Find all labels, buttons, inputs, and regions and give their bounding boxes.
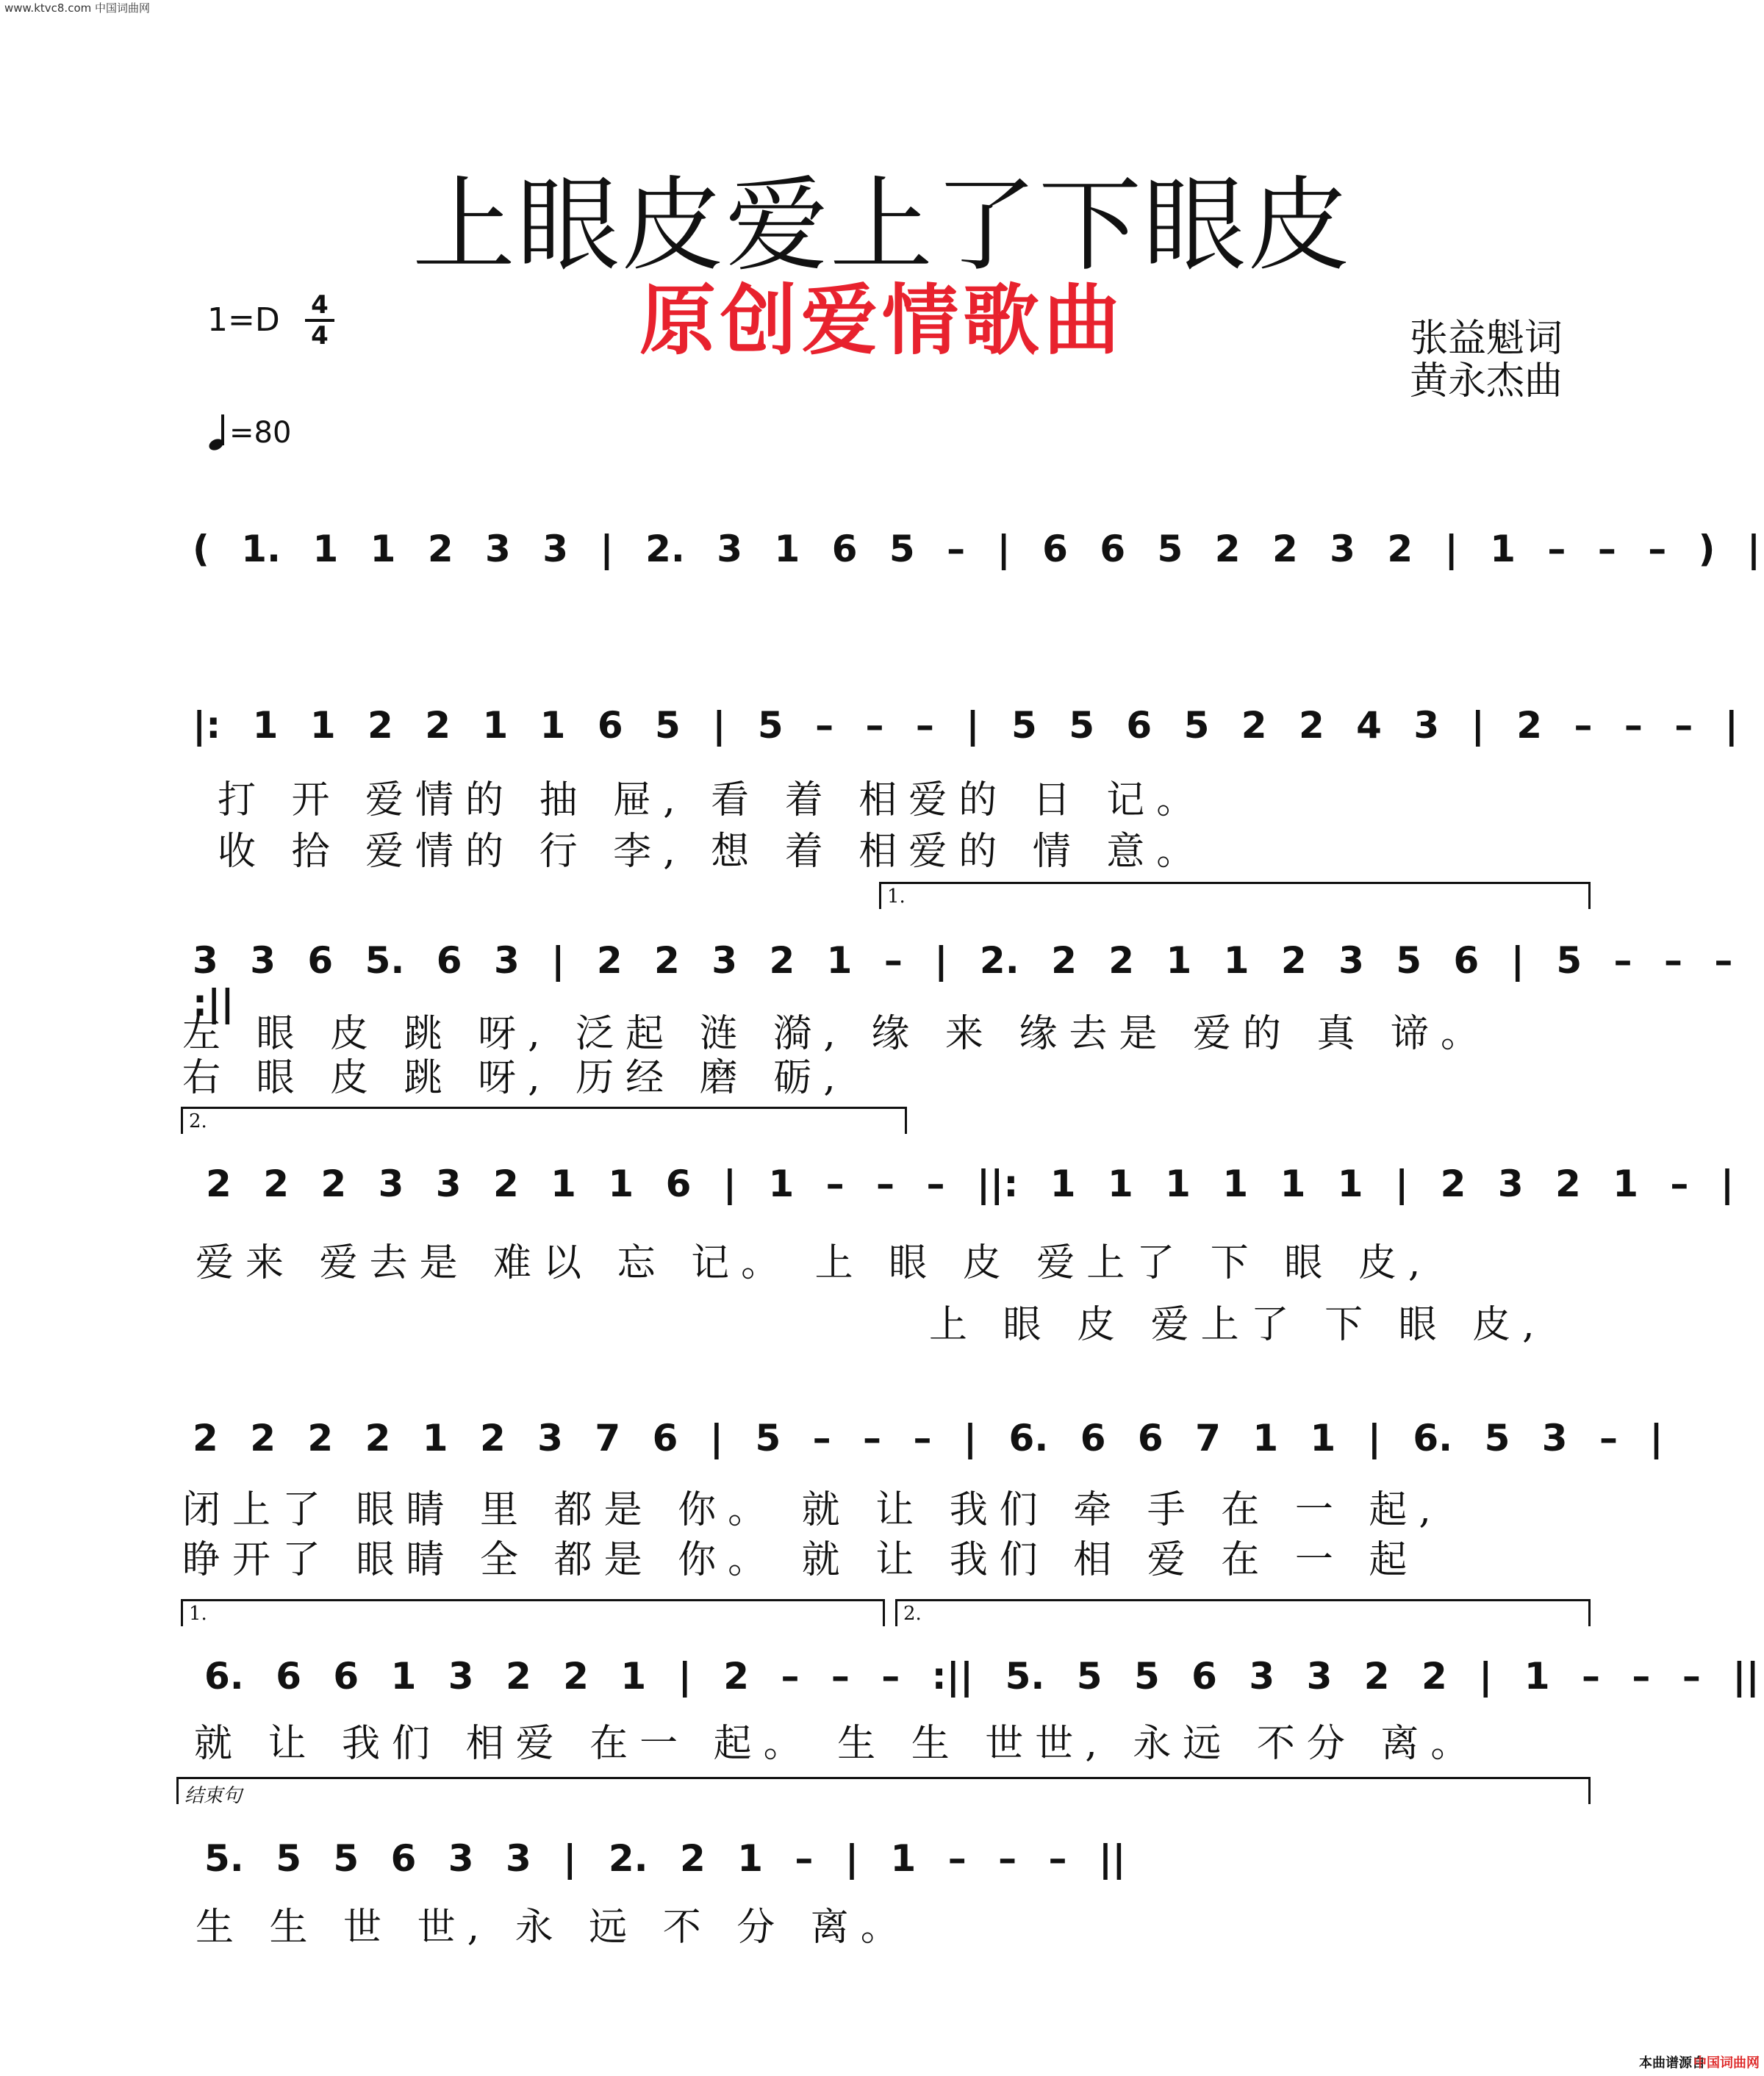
song-subtitle: 原创爱情歌曲	[639, 276, 1125, 365]
notation-line: 5. 5 5 6 3 3 | 2. 2 1 – | 1 – – – ||	[204, 1837, 1126, 1880]
composer: 黄永杰曲	[1410, 359, 1563, 403]
ending-label: 结束句	[184, 1785, 243, 1807]
notation-line: 2 2 2 2 1 2 3 7 6 | 5 – – – | 6. 6 6 7 1 1 | 6. 5 3 – |	[193, 1417, 1663, 1459]
time-signature-bottom: 4	[311, 321, 329, 351]
volta-label: 2.	[903, 1603, 922, 1625]
volta-label: 1.	[189, 1603, 207, 1625]
footer-site-name: 中国词曲网	[1693, 2055, 1760, 2071]
tempo-marking	[207, 416, 291, 450]
lyric-line: 爱来 爱去是 难以 忘 记。 上 眼 皮 爱上了 下 眼 皮,	[196, 1241, 1433, 1285]
lyric-line: 左 眼 皮 跳 呀, 泛起 涟 漪, 缘 来 缘去是 爱的 真 谛。	[182, 1012, 1491, 1056]
notation-line: 6. 6 6 1 3 2 2 1 | 2 – – – :|| 5. 5 5 6 3 3 2 2 | 1 – – – ||	[204, 1655, 1760, 1698]
volta-label: 2.	[189, 1110, 207, 1132]
notation-line: 3 3 6 5. 6 3 | 2 2 3 2 1 – | 2. 2 2 1 1 2 3 5 6 | 5 – – – :||	[193, 939, 1733, 1024]
volta-bracket-1	[879, 882, 1591, 909]
time-signature-top: 4	[311, 290, 329, 320]
tempo-value: =80	[229, 416, 292, 450]
notation-line: |: 1 1 2 2 1 1 6 5 | 5 – – – | 5 5 6 5 2 2 4 3 | 2 – – – |	[193, 704, 1738, 747]
lyric-line: 闭上了 眼睛 里 都是 你。 就 让 我们 牵 手 在 一 起,	[182, 1488, 1443, 1532]
volta-label: 1.	[887, 886, 906, 908]
time-signature	[305, 290, 334, 351]
notation-line: ( 1. 1 1 2 3 3 | 2. 3 1 6 5 – | 6 6 5 2 2 3 2 | 1 – – – ) |	[193, 528, 1761, 570]
lyric-line: 上 眼 皮 爱上了 下 眼 皮,	[929, 1303, 1546, 1347]
lyric-line: 生 生 世 世, 永 远 不 分 离。	[196, 1906, 911, 1950]
lyric-line: 睁开了 眼睛 全 都是 你。 就 让 我们 相 爱 在 一 起	[182, 1538, 1419, 1582]
quarter-note-icon	[207, 417, 229, 450]
ending-bracket	[176, 1777, 1591, 1807]
lyric-line: 就 让 我们 相爱 在一 起。 生 生 世世, 永远 不分 离。	[194, 1722, 1481, 1766]
song-title: 上眼皮爱上了下眼皮	[412, 166, 1352, 286]
key-signature: 1=D	[207, 301, 280, 339]
notation-line: 2 2 2 3 3 2 1 1 6 | 1 – – – ||: 1 1 1 1 1 1 | 2 3 2 1 – |	[206, 1163, 1735, 1205]
site-url: www.ktvc8.com 中国词曲网	[4, 1, 151, 15]
lyricist: 张益魁词	[1410, 317, 1563, 361]
lyric-line: 右 眼 皮 跳 呀, 历经 磨 砺,	[182, 1056, 847, 1100]
footer-source-label: 本曲谱源自	[1639, 2055, 1705, 2071]
volta-bracket-2	[181, 1107, 907, 1134]
lyric-line: 收 拾 爱情的 行 李, 想 着 相爱的 情 意。	[218, 830, 1207, 874]
volta-bracket-4	[895, 1599, 1591, 1626]
lyric-line: 打 开 爱情的 抽 屉, 看 着 相爱的 日 记。	[218, 778, 1207, 822]
volta-bracket-3	[181, 1599, 885, 1626]
